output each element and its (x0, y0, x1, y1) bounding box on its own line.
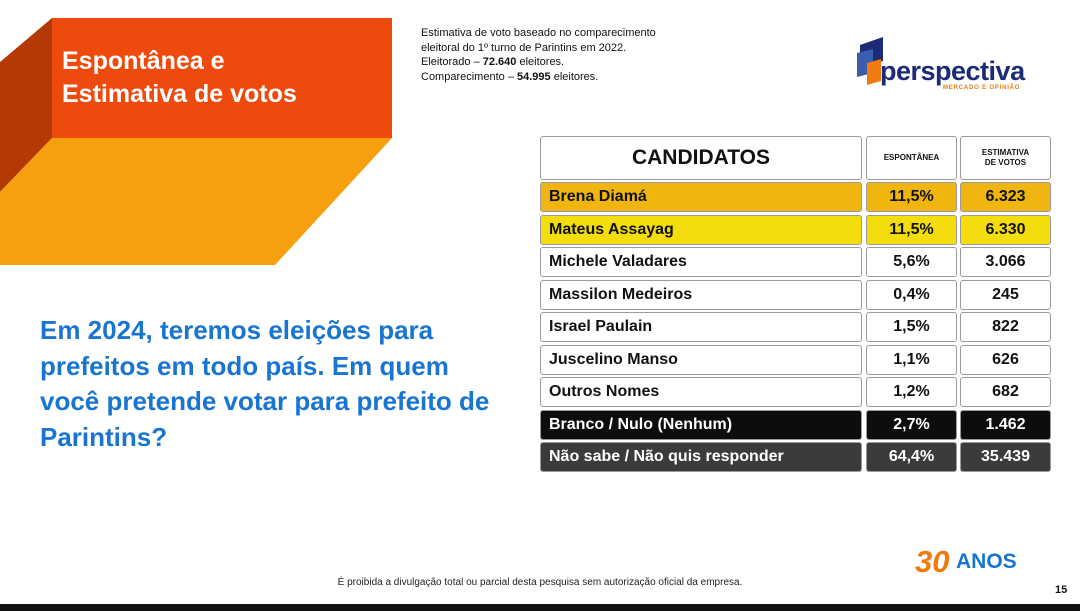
row-candidate-name: Branco / Nulo (Nenhum) (540, 410, 862, 440)
row-candidate-name: Mateus Assayag (540, 215, 862, 245)
row-spontaneous-value: 0,4% (866, 280, 957, 310)
row-candidate-name: Michele Valadares (540, 247, 862, 277)
header-estimate: ESTIMATIVA DE VOTOS (960, 136, 1051, 180)
bottom-bar (0, 604, 1080, 611)
methodology-note (421, 26, 721, 84)
row-candidate-name: Massilon Medeiros (540, 280, 862, 310)
slide-title-line1: Espontânea e (62, 47, 225, 75)
note-line-1: Estimativa de voto baseado no comparecimento (421, 27, 656, 39)
row-spontaneous-value: 2,7% (866, 410, 957, 440)
anos-number: 30 (915, 544, 950, 577)
logo-wordmark: perspectiva (880, 56, 1025, 86)
slide-title-line2: Estimativa de votos (62, 80, 297, 108)
row-candidate-name: Israel Paulain (540, 312, 862, 342)
row-estimate-value: 626 (960, 345, 1051, 375)
row-candidate-name: Juscelino Manso (540, 345, 862, 375)
row-estimate-value: 245 (960, 280, 1051, 310)
row-spontaneous-value: 5,6% (866, 247, 957, 277)
row-estimate-value: 1.462 (960, 410, 1051, 440)
row-spontaneous-value: 1,5% (866, 312, 957, 342)
note-line-2: eleitoral do 1º turno de Parintins em 2022. (421, 41, 627, 54)
survey-question: Em 2024, teremos eleições para prefeitos em todo país. Em quem você pretende votar para prefeito de Parintins? (40, 315, 490, 452)
footer-disclaimer: É proibida a divulgação total ou parcial desta pesquisa sem autorização oficial da empresa. (337, 577, 743, 588)
row-spontaneous-value: 64,4% (866, 442, 957, 472)
row-estimate-value: 6.323 (960, 182, 1051, 212)
30-anos-badge (915, 543, 1035, 577)
row-spontaneous-value: 11,5% (866, 182, 957, 212)
slide-title (52, 18, 392, 138)
header-spontaneous: ESPONTÂNEA (866, 136, 957, 180)
note-line-4: Comparecimento – 54.995 eleitores. (421, 70, 599, 83)
row-estimate-value: 3.066 (960, 247, 1051, 277)
row-spontaneous-value: 1,2% (866, 377, 957, 407)
row-estimate-value: 6.330 (960, 215, 1051, 245)
anos-label: ANOS (956, 550, 1017, 573)
row-candidate-name: Não sabe / Não quis responder (540, 442, 862, 472)
row-candidate-name: Brena Diamá (540, 182, 862, 212)
logo-tagline: MERCADO E OPINIÃO (943, 85, 1021, 91)
row-spontaneous-value: 11,5% (866, 215, 957, 245)
row-estimate-value: 35.439 (960, 442, 1051, 472)
row-candidate-name: Outros Nomes (540, 377, 862, 407)
row-estimate-value: 822 (960, 312, 1051, 342)
row-estimate-value: 682 (960, 377, 1051, 407)
header-candidates: CANDIDATOS (540, 136, 862, 180)
note-line-3: Eleitorado – 72.640 eleitores. (421, 56, 565, 68)
page-number: 15 (1055, 584, 1068, 596)
row-spontaneous-value: 1,1% (866, 345, 957, 375)
